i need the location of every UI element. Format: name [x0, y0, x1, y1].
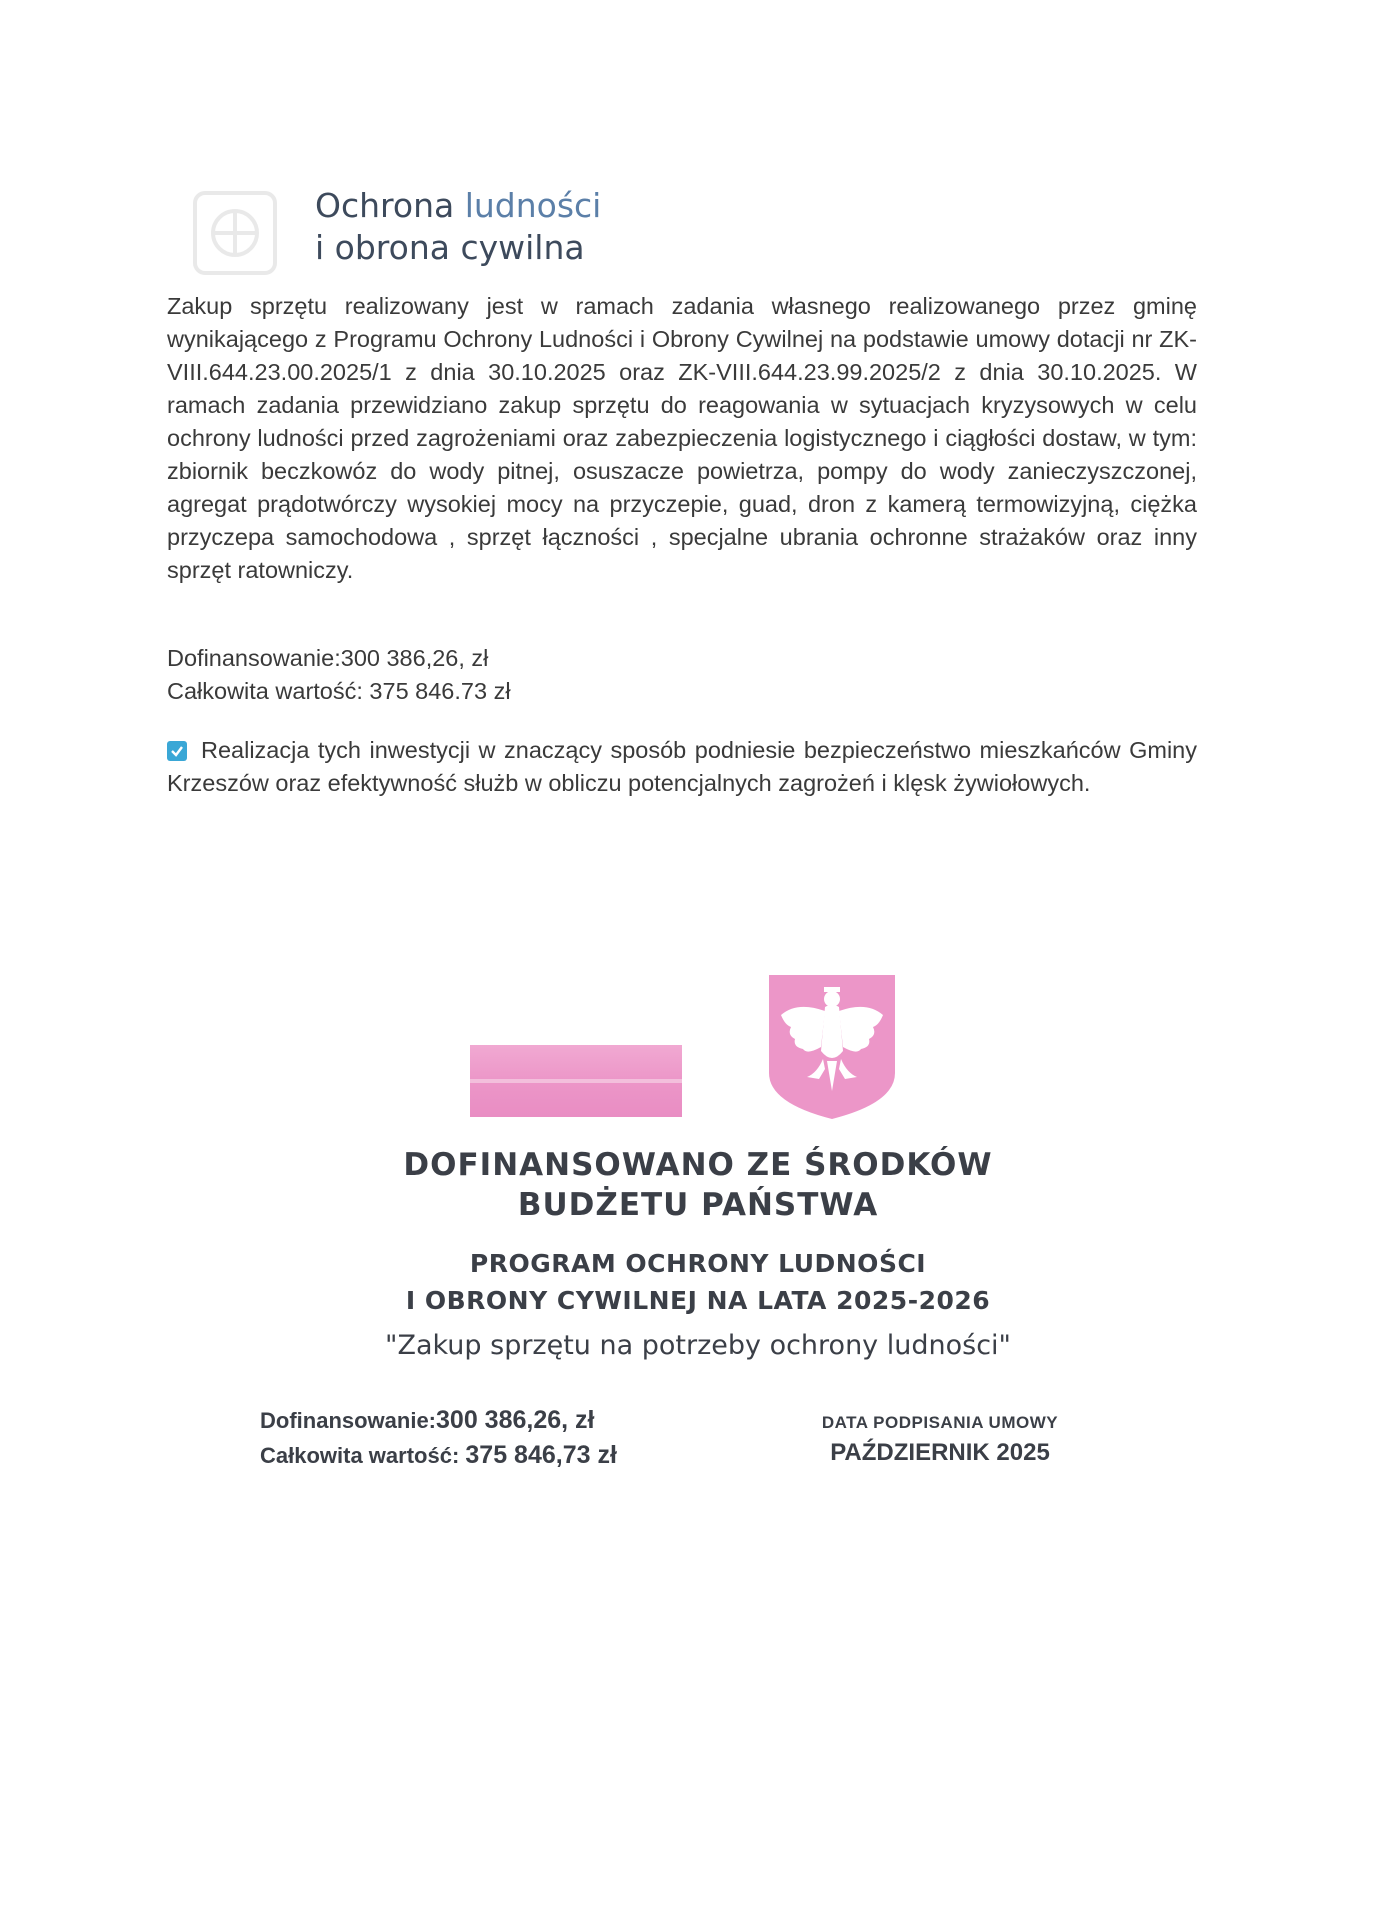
- title-line2: i obrona cywilna: [315, 228, 585, 267]
- page-title: [315, 185, 601, 269]
- funding-label: Dofinansowanie:: [260, 1408, 437, 1433]
- amounts-block: [167, 642, 511, 708]
- impact-block: [167, 734, 1197, 800]
- program-line2: I OBRONY CYWILNEJ NA LATA 2025-2026: [405, 1286, 991, 1315]
- funding-amount: Dofinansowanie:300 386,26, zł: [167, 645, 489, 671]
- impact-paragraph: Realizacja tych inwestycji w znaczący sposób podniesie bezpieczeństwo mieszkańców Gminy Krzeszów oraz efektywność służb w obliczu potencjalnych zagrożeń i klęsk żywiołowych.: [167, 737, 1197, 796]
- date-value: PAŹDZIERNIK 2025: [830, 1439, 1050, 1466]
- flag-icon: [470, 1045, 682, 1117]
- program-title: [0, 1245, 1396, 1319]
- funding-value: 300 386,26, zł: [436, 1406, 595, 1434]
- intro-paragraph: Zakup sprzętu realizowany jest w ramach zadania własnego realizowanego przez gminę wynikającego z Programu Ochrony Ludności i Obrony Cywilnej na podstawie umowy dotacji nr ZK-VIII.644.23.00.2025/1 z dnia 30.10.2025 oraz ZK-VIII.644.23.99.2025/2 z dnia 30.10.2025. W ramach zadania przewidziano zakup sprzętu do reagowania w sytuacjach kryzysowych w celu ochrony ludności przed zagrożeniami oraz zabezpieczenia logistycznego i ciągłości dostaw, w tym: zbiornik beczkowóz do wody pitnej, osuszacze powietrza, pompy do wody zanieczyszczonej, agregat prądotwórczy wysokiej mocy na przyczepie, guad, dron z kamerą termowizyjną, ciężka przyczepa samochodowa , sprzęt łączności , specjalne ubrania ochronne strażaków oraz inny sprzęt ratowniczy.: [167, 293, 1197, 583]
- total-amount: Całkowita wartość: 375 846.73 zł: [167, 678, 511, 704]
- funding-summary: [260, 1403, 617, 1473]
- date-label: DATA PODPISANIA UMOWY: [821, 1413, 1059, 1432]
- title-accent: ludności: [464, 186, 602, 225]
- signing-date: [810, 1410, 1070, 1470]
- grant-title: [0, 1145, 1396, 1225]
- title-part1: Ochrona: [315, 186, 465, 225]
- check-icon: [167, 741, 187, 761]
- grant-line2: BUDŻETU PAŃSTWA: [517, 1187, 879, 1223]
- grant-line1: DOFINANSOWANO ZE ŚRODKÓW: [403, 1147, 993, 1183]
- program-subtitle: "Zakup sprzętu na potrzeby ochrony ludności": [385, 1330, 1011, 1361]
- total-label: Całkowita wartość:: [260, 1443, 466, 1468]
- logo-mark-icon: [190, 188, 280, 278]
- program-line1: PROGRAM OCHRONY LUDNOŚCI: [469, 1249, 927, 1278]
- total-value: 375 846,73 zł: [465, 1441, 617, 1469]
- coat-of-arms-icon: [767, 973, 897, 1121]
